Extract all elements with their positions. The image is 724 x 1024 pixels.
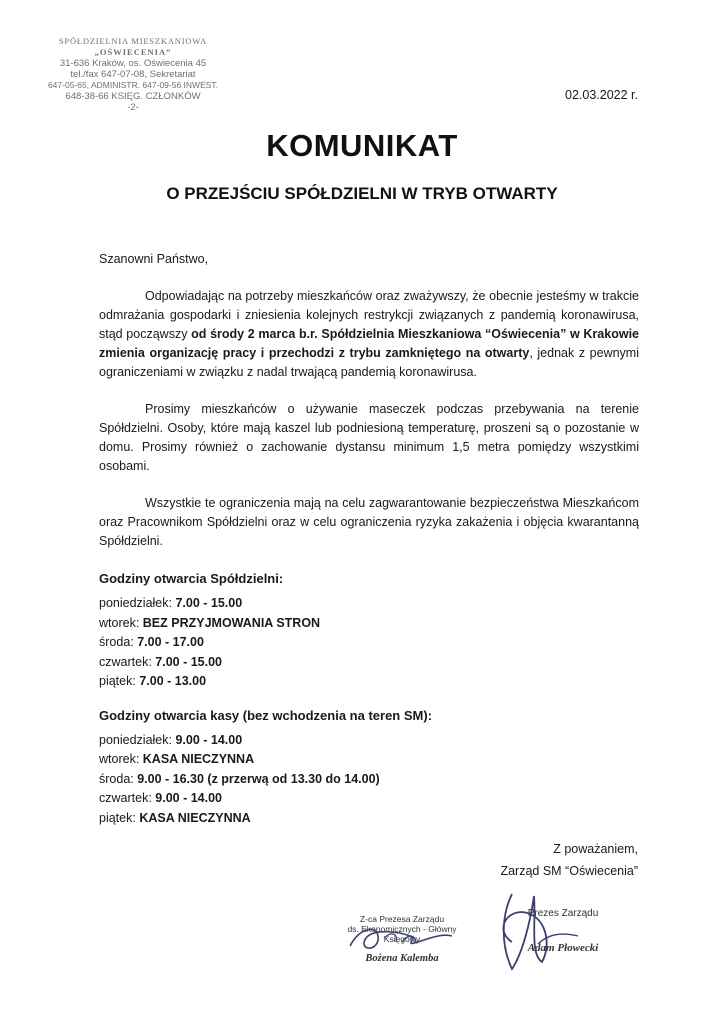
closing-signatory: Zarząd SM “Oświecenia” (500, 864, 638, 878)
office-hours-row (99, 633, 639, 653)
cash-hours-row (99, 770, 639, 790)
hours-value: KASA NIECZYNNA (139, 810, 251, 825)
stamp-line-6: 648-38-66 KSIĘG. CZŁONKÓW (65, 91, 201, 102)
hours-value: 7.00 - 15.00 (175, 596, 243, 610)
hours-value: 7.00 - 17.00 (137, 635, 204, 649)
document-body (99, 250, 639, 828)
stamp-line-4: tel./fax 647-07-08, Sekretariat (70, 69, 196, 80)
stamp-line-7: -2- (127, 102, 139, 113)
cash-hours-row (99, 809, 639, 829)
cash-hours-row (99, 731, 639, 751)
left-role-line-2: ds. Ekonomicznych - Główny Księgowy (347, 924, 457, 944)
paragraph-1 (99, 287, 639, 382)
cash-hours-row (99, 789, 639, 809)
document-subtitle: O PRZEJŚCIU SPÓŁDZIELNI W TRYB OTWARTY (166, 184, 558, 203)
cash-hours-row (99, 750, 639, 770)
office-hours-heading: Godziny otwarcia Spółdzielni: (99, 571, 284, 586)
handwritten-signature-left (340, 918, 460, 958)
hours-value: KASA NIECZYNNA (142, 752, 255, 766)
office-hours-row (99, 653, 639, 673)
paragraph-3: Wszystkie te ograniczenia mają na celu zagwarantowanie bezpieczeństwa Mieszkańcom oraz Pracownikom Spółdzielni oraz w celu ograniczenia ryzyka zakażenia i objęcia kwarantanną Spółdzielni. (99, 496, 639, 548)
day-label: czwartek: (99, 654, 156, 669)
paragraph-2: Prosimy mieszkańców o używanie maseczek podczas przebywania na terenie Spółdzielni. Osoby, które mają kaszel lub podniesioną temperaturę, proszeni są o pozostanie w domu. Prosimy również o zachowanie dystansu minimum 1,5 metra pomiędzy wszystkimi osobami. (99, 402, 639, 473)
hours-value: 7.00 - 15.00 (155, 654, 222, 669)
office-hours-row (99, 614, 639, 634)
day-label: wtorek: (99, 752, 143, 766)
office-hours-row (99, 594, 639, 614)
cash-hours-section (99, 706, 639, 829)
day-label: poniedziałek: (99, 732, 176, 747)
paragraph-1-text-a: Odpowiadając na potrzeby mieszkańców oraz zważywszy, że obecnie jesteśmy w trakcie odmrażania gospodarki i zniesienia kolejnych restrykcji związanych z pandemią koronawirusa, stąd począwszy (99, 289, 639, 341)
hours-value: 7.00 - 13.00 (139, 674, 207, 688)
left-signatory-name: Bożena Kalemba (365, 953, 439, 964)
cash-hours-list (99, 731, 639, 829)
hours-value: BEZ PRZYJMOWANIA STRON (142, 615, 321, 630)
hours-value: 9.00 - 14.00 (155, 791, 222, 805)
stamp-line-1: SPÓŁDZIELNIA MIESZKANIOWA (58, 36, 208, 46)
document-title: KOMUNIKAT (266, 128, 458, 163)
stamp-line-5: 647-05-65, ADMINISTR. 647-09-56 INWEST. (47, 80, 219, 90)
signature-stroke (503, 894, 546, 969)
office-hours-row (99, 672, 639, 692)
hours-value: 9.00 - 16.30 (z przerwą od 13.30 do 14.00) (137, 771, 380, 786)
right-signatory-name: Adam Płowecki (527, 942, 599, 954)
paragraph-1-text-b: , jednak z pewnymi ograniczeniami w związku z nadal trwającą pandemią koronawirusa. (99, 346, 639, 379)
day-label: czwartek: (99, 791, 156, 805)
closing-salutation: Z poważaniem, (553, 842, 638, 856)
office-hours-section (99, 569, 639, 692)
closing-block (500, 838, 638, 882)
day-label: poniedziałek: (99, 596, 176, 610)
day-label: środa: (99, 635, 138, 649)
cash-hours-heading: Godziny otwarcia kasy (bez wchodzenia na teren SM): (99, 707, 433, 723)
day-label: piątek: (99, 674, 140, 688)
document-date: 02.03.2022 r. (565, 88, 638, 102)
signature-stroke (350, 929, 452, 948)
signature-stroke (538, 934, 578, 944)
left-role-line-1: Z-ca Prezesa Zarządu (359, 914, 445, 924)
greeting: Szanowni Państwo, (99, 252, 209, 266)
day-label: wtorek: (99, 615, 143, 630)
office-hours-list (99, 594, 639, 692)
cooperative-stamp (38, 36, 228, 113)
hours-value: 9.00 - 14.00 (175, 732, 243, 747)
day-label: piątek: (99, 810, 140, 825)
paragraph-1-bold: od środy 2 marca b.r. Spółdzielnia Mieszkaniowa “Oświecenia” w Krakowie zmienia organizację pracy i przechodzi z trybu zamkniętego na otwarty (99, 327, 639, 360)
stamp-line-2: „OŚWIECENIA” (94, 47, 172, 57)
day-label: środa: (99, 771, 138, 786)
stamp-line-3: 31-636 Kraków, os. Oświecenia 45 (59, 58, 207, 69)
handwritten-signature-right (482, 884, 592, 979)
right-role: Prezes Zarządu (527, 908, 599, 919)
